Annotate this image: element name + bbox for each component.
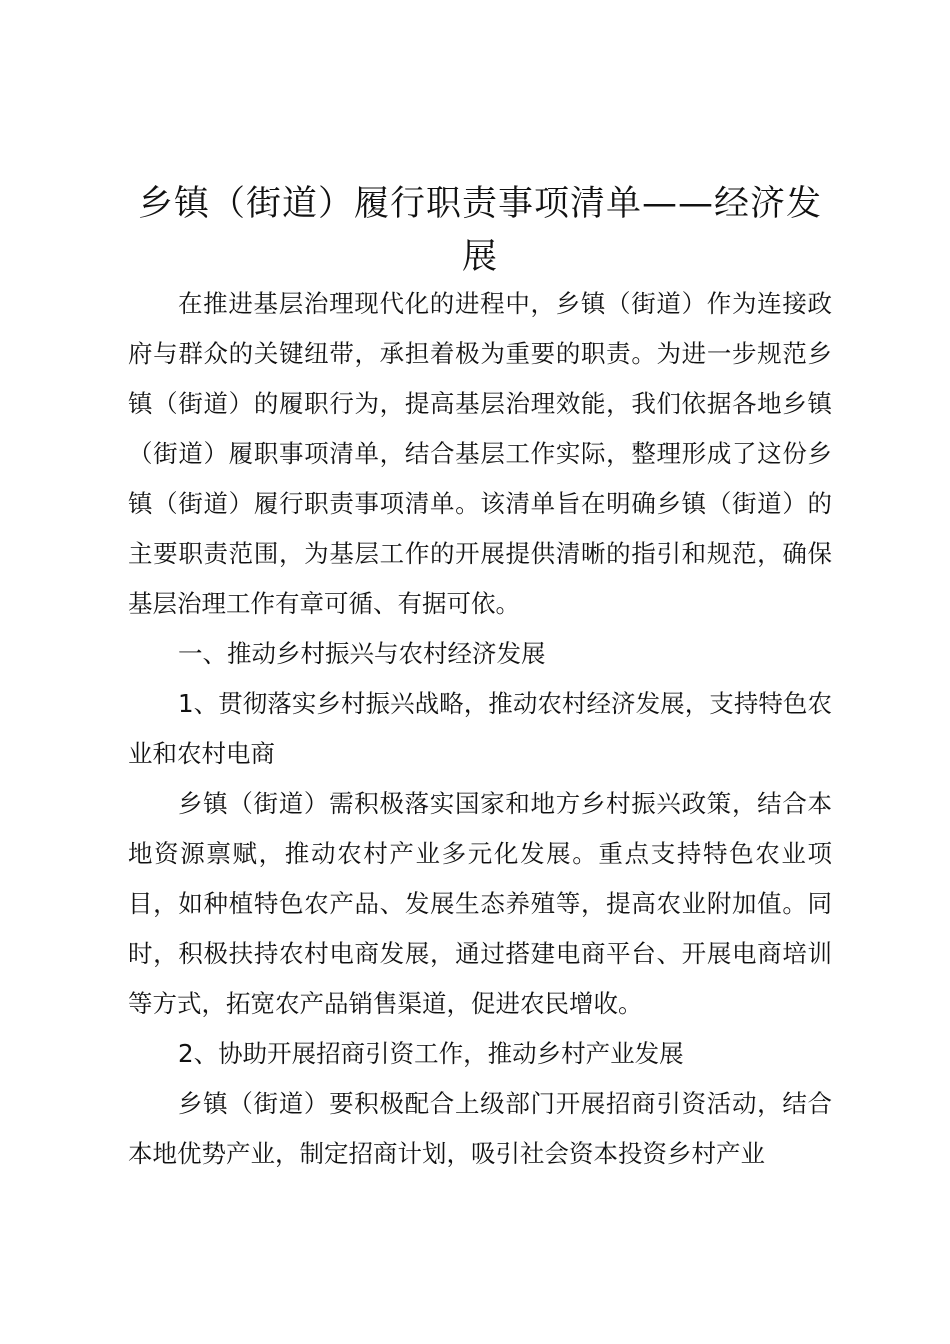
document-body [128, 279, 832, 1179]
intro-paragraph: 在推进基层治理现代化的进程中，乡镇（街道）作为连接政府与群众的关键纽带，承担着极为重要的职责。为进一步规范乡镇（街道）的履职行为，提高基层治理效能，我们依据各地乡镇（街道）履职事项清单，结合基层工作实际，整理形成了这份乡镇（街道）履行职责事项清单。该清单旨在明确乡镇（街道）的主要职责范围，为基层工作的开展提供清晰的指引和规范，确保基层治理工作有章可循、有据可依。 [128, 289, 832, 618]
document-title: 乡镇（街道）履行职责事项清单——经济发展 [137, 184, 822, 277]
section-heading: 一、推动乡村振兴与农村经济发展 [178, 639, 546, 668]
item-heading-2: 2、协助开展招商引资工作，推动乡村产业发展 [178, 1039, 684, 1068]
item-heading-1: 1、贯彻落实乡村振兴战略，推动农村经济发展，支持特色农业和农村电商 [128, 689, 832, 768]
item-body-1: 乡镇（街道）需积极落实国家和地方乡村振兴政策，结合本地资源禀赋，推动农村产业多元化发展。重点支持特色农业项目，如种植特色农产品、发展生态养殖等，提高农业附加值。同时，积极扶持农村电商发展，通过搭建电商平台、开展电商培训等方式，拓宽农产品销售渠道，促进农民增收。 [128, 789, 832, 1018]
item-body-2: 乡镇（街道）要积极配合上级部门开展招商引资活动，结合本地优势产业，制定招商计划，吸引社会资本投资乡村产业 [128, 1089, 832, 1168]
